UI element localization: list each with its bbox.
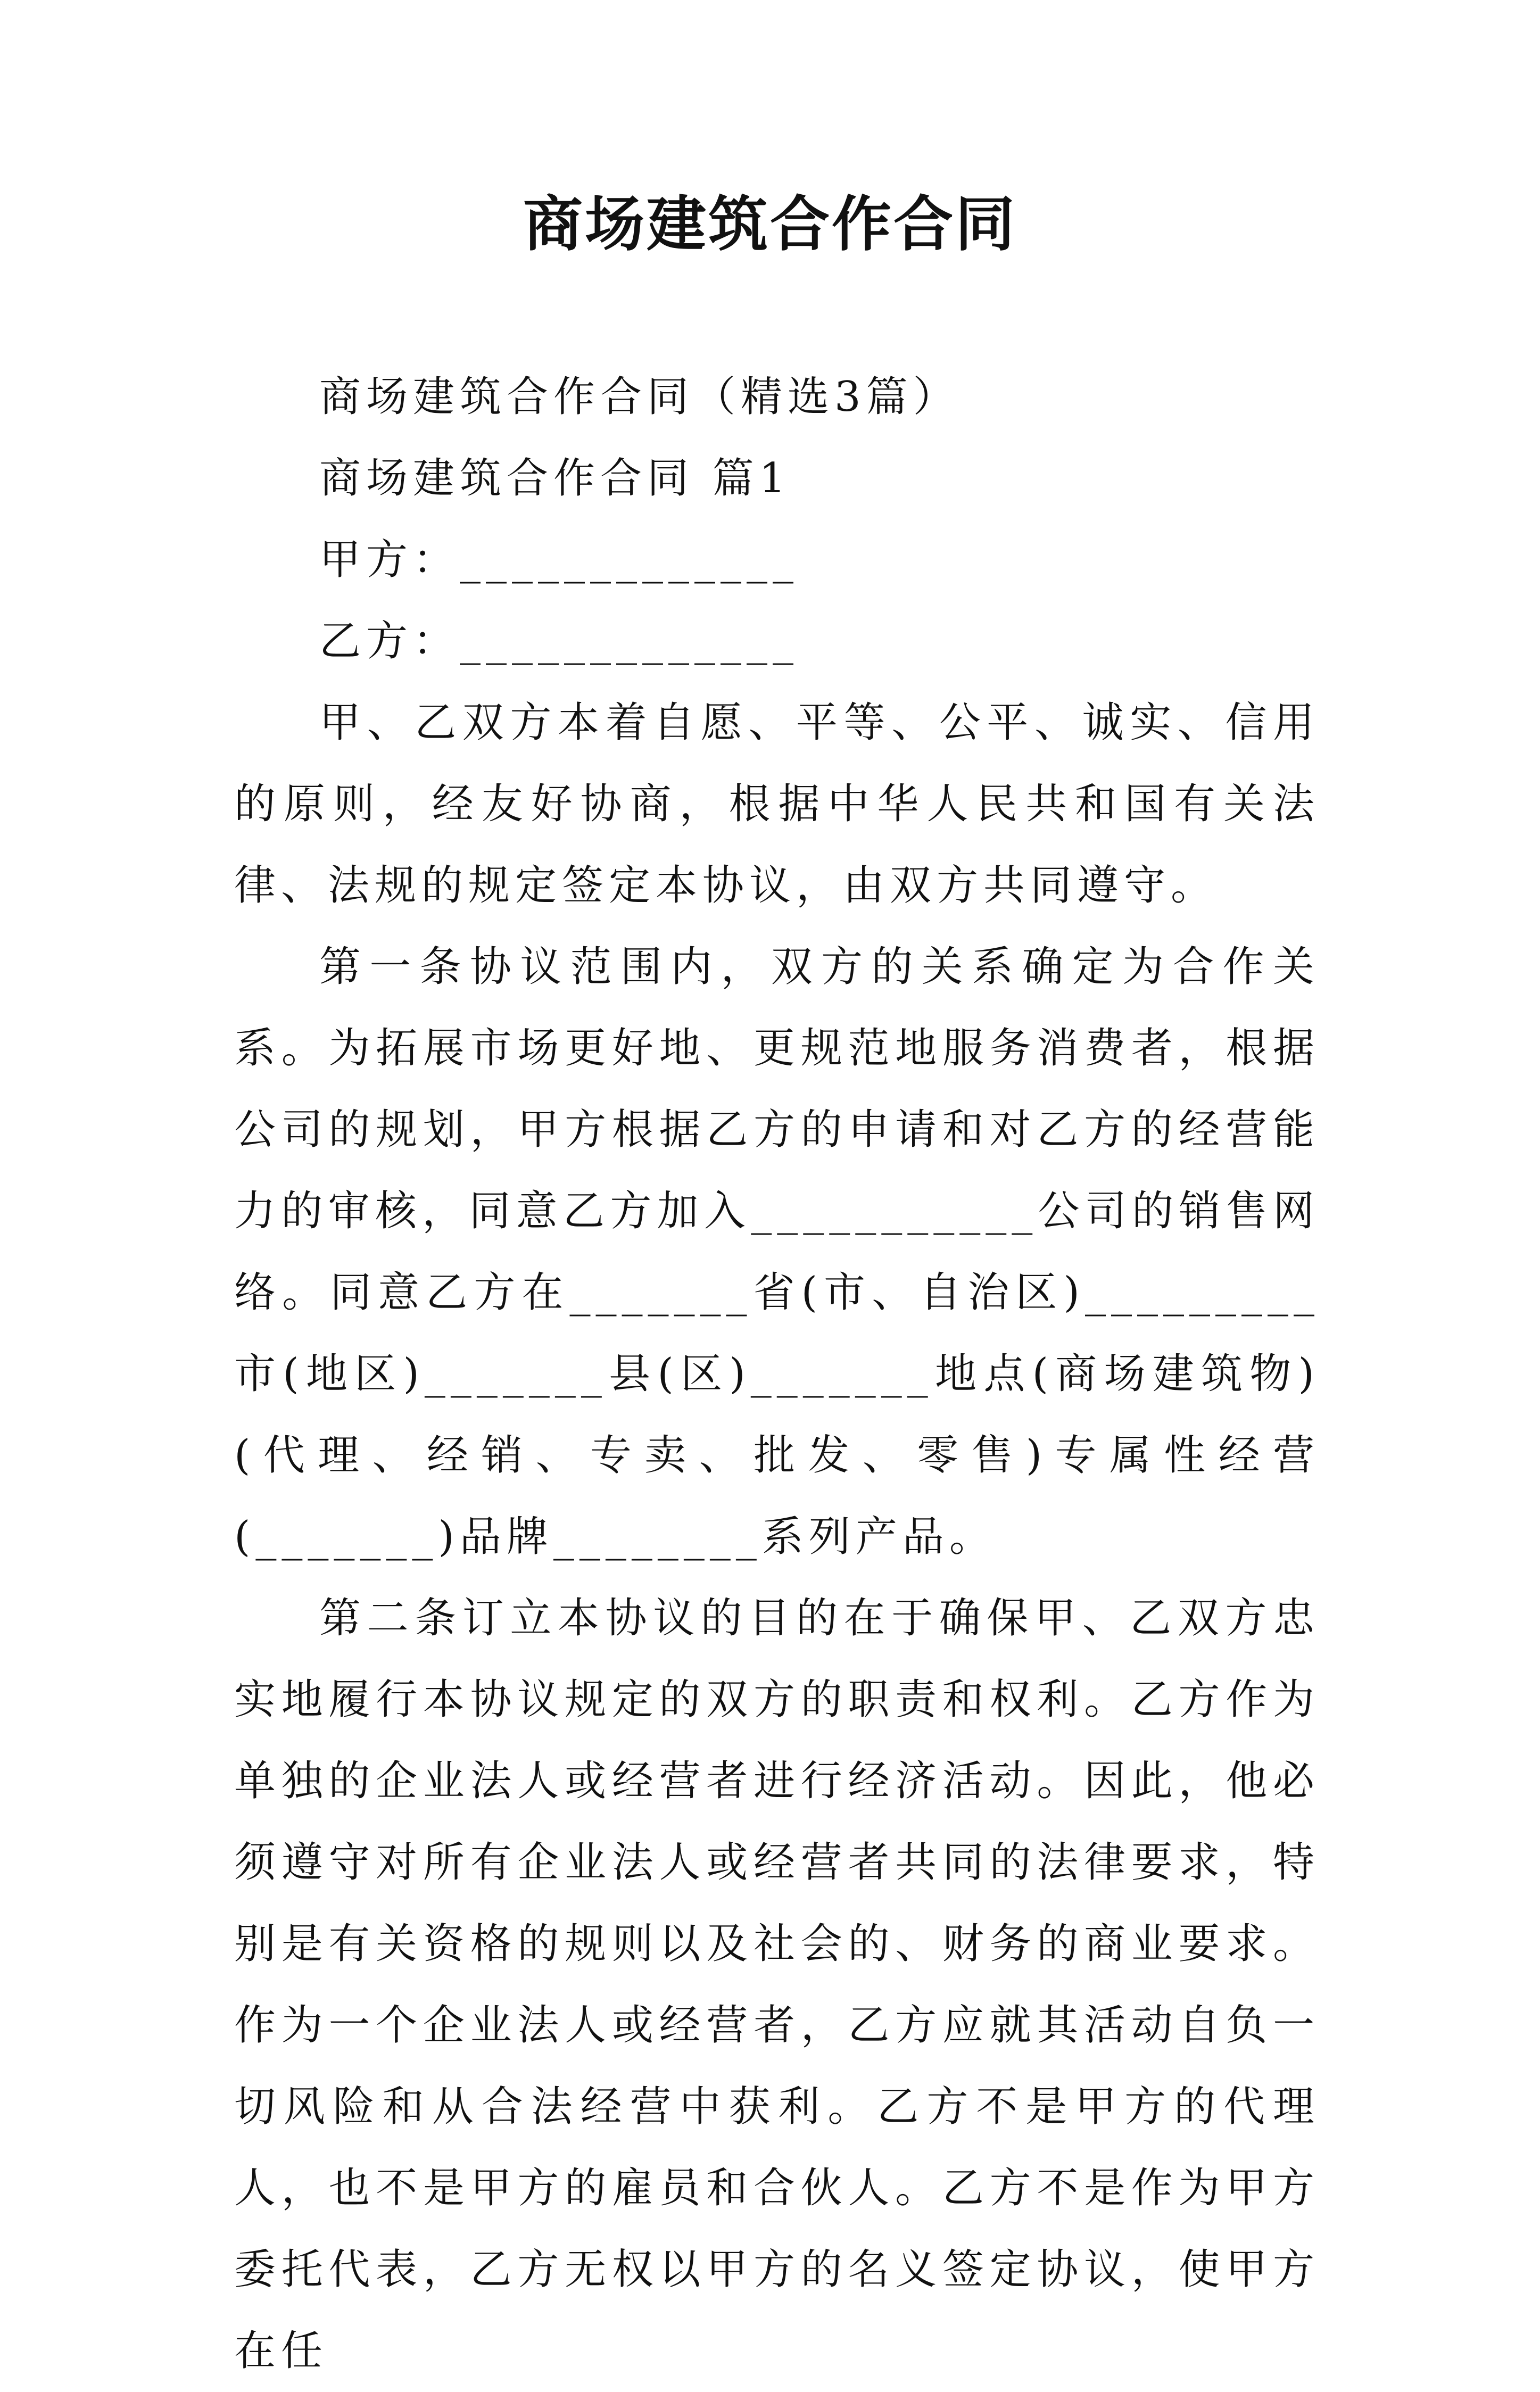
paragraph-article-2: 第二条订立本协议的目的在于确保甲、乙双方忠实地履行本协议规定的双方的职责和权利。乙方作为单独的企业法人或经营者进行经济活动。因此，他必须遵守对所有企业法人或经营者共同的法律要求，特别是有关资格的规则以及社会的、财务的商业要求。作为一个企业法人或经营者，乙方应就其活动自负一切风险和从合法经营中获利。乙方不是甲方的代理人，也不是甲方的雇员和合伙人。乙方不是作为甲方委托代表，乙方无权以甲方的名义签定协议，使甲方在任 [234,1594,1320,2375]
party-a-line: 甲方：_____________ [319,536,799,584]
document-body [234,357,1320,2392]
section-heading: 商场建筑合作合同 篇1 [319,454,791,502]
document-subtitle: 商场建筑合作合同（精选3篇） [319,373,960,421]
paragraph-article-1: 第一条协议范围内，双方的关系确定为合作关系。为拓展市场更好地、更规范地服务消费者，根据公司的规划，甲方根据乙方的申请和对乙方的经营能力的审核，同意乙方加入___________公司的销售网络。同意乙方在_______省(市、自治区)_________市(地区)_______县(区)_______地点(商场建筑物)(代理、经销、专卖、批发、零售)专属性经营(_______)品牌________系列产品。 [234,943,1320,1561]
paragraph-preamble: 甲、乙双方本着自愿、平等、公平、诚实、信用的原则，经友好协商，根据中华人民共和国有关法律、法规的规定签定本协议，由双方共同遵守。 [234,699,1320,909]
party-b-line: 乙方：_____________ [319,617,799,665]
document-title: 商场建筑合作合同 [523,189,1017,259]
